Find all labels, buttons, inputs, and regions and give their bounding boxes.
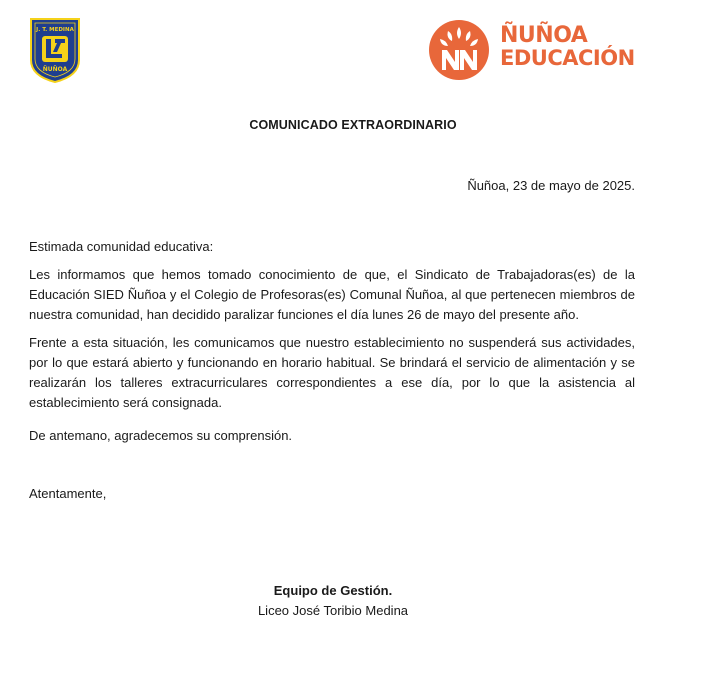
brand-line-2: EDUCACIÓN	[500, 46, 635, 70]
school-shield-logo	[28, 16, 82, 84]
closing: Atentamente,	[29, 486, 107, 501]
paragraph-3: De antemano, agradecemos su comprensión.	[29, 428, 293, 443]
paragraph-2: Frente a esta situación, les comunicamos que nuestro establecimiento no suspenderá sus actividades, por lo que estará abierto y funcionando en horario habitual. Se brindará el servicio de alimentación y se realizarán los talleres extracurriculares correspondientes a ese día, por lo que la asistencia al establecimiento será consignada.	[29, 335, 635, 410]
signature-team: Equipo de Gestión.	[273, 583, 393, 598]
nunoa-wordmark	[500, 25, 635, 69]
document-title: COMUNICADO EXTRAORDINARIO	[249, 118, 457, 132]
nunoa-educacion-logo	[428, 19, 638, 81]
signature-school: Liceo José Toribio Medina	[257, 603, 409, 618]
school-logo-top-text: J. T. MEDINA	[36, 27, 74, 33]
school-logo-bottom-text: ÑUÑOA	[42, 66, 68, 73]
brand-line-1: ÑUÑOA	[500, 23, 588, 48]
document-date: Ñuñoa, 23 de mayo de 2025.	[467, 178, 635, 193]
greeting: Estimada comunidad educativa:	[29, 239, 214, 254]
paragraph-1: Les informamos que hemos tomado conocimiento de que, el Sindicato de Trabajadoras(es) de la Educación SIED Ñuñoa y el Colegio de Profesoras(es) Comunal Ñuñoa, al que pertenecen miembros de nuestra comunidad, han decidido paralizar funciones el día lunes 26 de mayo del presente año.	[29, 267, 635, 322]
nunoa-leaf-emblem-icon	[428, 19, 492, 81]
